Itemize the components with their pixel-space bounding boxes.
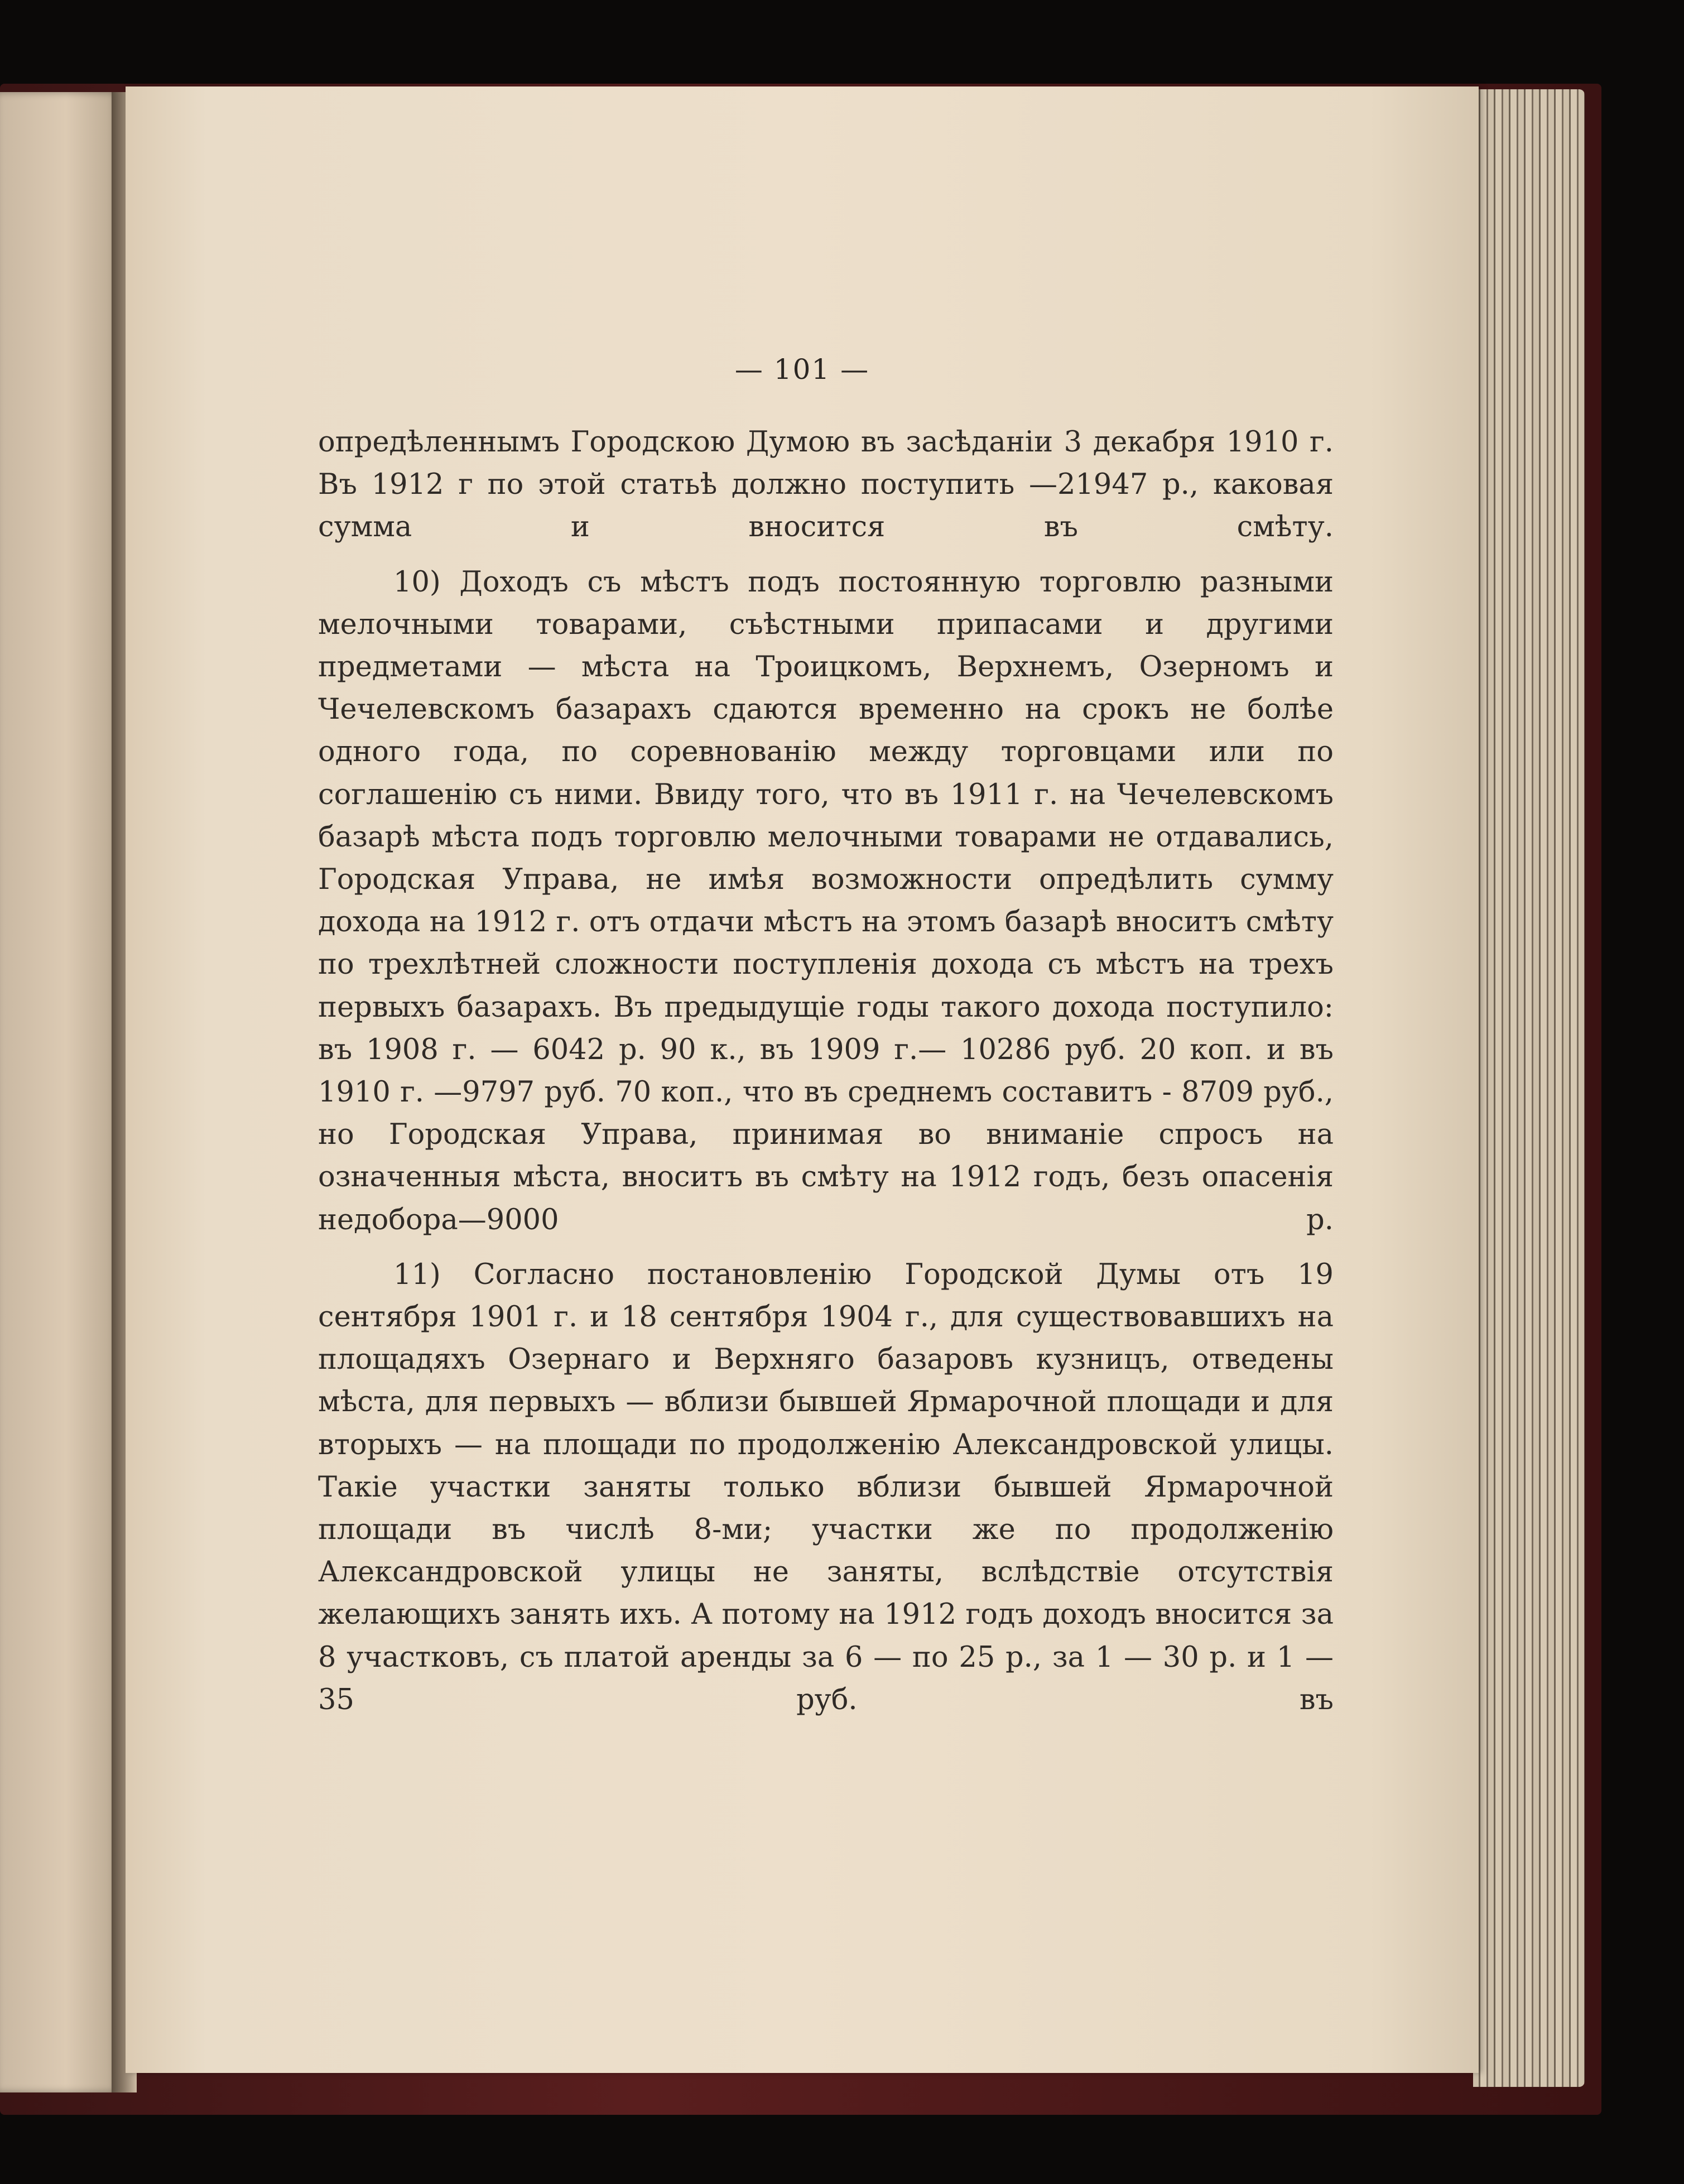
paragraph-3: 11) Согласно постановленiю Городской Думы отъ 19 сентября 1901 г. и 18 сентября 1904 г., для существовавшихъ на площадяхъ Озернаго и Верхняго базаровъ кузницъ, отведены мѣста, для первыхъ — вблизи бывшей Ярмарочной площади и для вторыхъ — на площади по продолженiю Александровской улицы. Такiе участки заняты только вблизи бывшей Ярмарочной площади въ числѣ 8-ми; участки же по продолженiю Александровской улицы не заняты, вслѣдствiе отсутствiя желающихъ занять ихъ. А потому на 1912 годъ доходъ вносится за 8 участковъ, съ платой аренды за 6 — по 25 р., за 1 — 30 р. и 1 — 35 руб. въ xyxy=(318,1258,1334,1716)
paragraph-2: 10) Доходъ съ мѣстъ подъ постоянную торговлю разными мелочными товарами, съѣстными припасами и другими предметами — мѣста на Троицкомъ, Верхнемъ, Озерномъ и Чечелевскомъ базарахъ сдаются временно на срокъ не болѣе одного года, по соревнованiю между торговцами или по соглашенiю съ ними. Ввиду того, что въ 1911 г. на Чечелевскомъ базарѣ мѣста подъ торговлю мелочными товарами не отдавались, Городская Управа, не имѣя возможности опредѣлить сумму дохода на 1912 г. отъ отдачи мѣстъ на этомъ базарѣ вноситъ смѣту по трехлѣтней сложности поступленiя дохода съ мѣстъ на трехъ первыхъ базарахъ. Въ предыдущiе годы такого дохода поступило: въ 1908 г. — 6042 р. 90 к., въ 1909 г.— 10286 руб. 20 коп. и въ 1910 г. —9797 руб. 70 коп., что въ среднемъ составитъ - 8709 руб., но Городская Управа, принимая во вниманiе спросъ на означенныя мѣста, вноситъ въ смѣту на 1912 годъ, безъ опасенiя недобора—9000 р. xyxy=(318,565,1334,1237)
page-text-block xyxy=(318,421,1334,1721)
book-page xyxy=(126,86,1479,2073)
paragraph-1: опредѣленнымъ Городскою Думою въ засѣданiи 3 декабря 1910 г. Въ 1912 г по этой статьѣ должно поступить —21947 р., каковая сумма и вносится въ смѣту. xyxy=(318,426,1334,544)
page-edges-stack xyxy=(1473,89,1585,2087)
page-number: — 101 — xyxy=(734,353,870,386)
left-page-edge xyxy=(0,92,120,2092)
